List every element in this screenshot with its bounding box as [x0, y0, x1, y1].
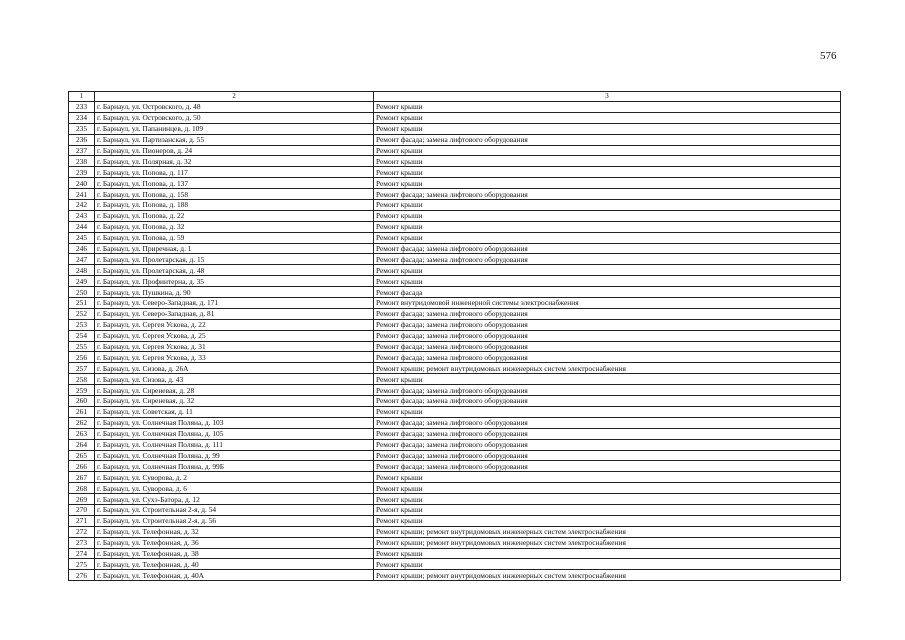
table-row [69, 221, 841, 232]
address-cell: г. Барнаул, ул. Попова, д. 22 [95, 210, 374, 221]
work-type-cell: Ремонт крыши; ремонт внутридомовых инженерных систем электроснабжения [374, 363, 841, 374]
work-type-cell: Ремонт крыши [374, 167, 841, 178]
row-number-cell: 262 [69, 417, 95, 428]
table-row [69, 134, 841, 145]
row-number-cell: 249 [69, 276, 95, 287]
work-type-cell: Ремонт фасада; замена лифтового оборудования [374, 319, 841, 330]
work-type-cell: Ремонт крыши [374, 504, 841, 515]
table-row [69, 243, 841, 254]
address-cell: г. Барнаул, ул. Пионеров, д. 24 [95, 145, 374, 156]
address-cell: г. Барнаул, ул. Партизанская, д. 55 [95, 134, 374, 145]
table-row [69, 265, 841, 276]
work-type-cell: Ремонт фасада; замена лифтового оборудования [374, 243, 841, 254]
table-row [69, 330, 841, 341]
address-cell: г. Барнаул, ул. Строительная 2-я, д. 54 [95, 504, 374, 515]
work-type-cell: Ремонт крыши [374, 515, 841, 526]
address-cell: г. Барнаул, ул. Попова, д. 59 [95, 232, 374, 243]
address-cell: г. Барнаул, ул. Попова, д. 117 [95, 167, 374, 178]
address-cell: г. Барнаул, ул. Солнечная Поляна, д. 105 [95, 428, 374, 439]
table-row [69, 417, 841, 428]
column-header-address: 2 [95, 92, 374, 102]
address-cell: г. Барнаул, ул. Островского, д. 48 [95, 102, 374, 113]
row-number-cell: 246 [69, 243, 95, 254]
work-type-cell: Ремонт фасада; замена лифтового оборудования [374, 439, 841, 450]
table-row [69, 298, 841, 309]
table-row [69, 232, 841, 243]
work-type-cell: Ремонт фасада; замена лифтового оборудования [374, 254, 841, 265]
table-row [69, 472, 841, 483]
row-number-cell: 235 [69, 123, 95, 134]
table-row [69, 570, 841, 581]
address-cell: г. Барнаул, ул. Сиреневая, д. 32 [95, 396, 374, 407]
address-cell: г. Барнаул, ул. Телефонная, д. 40 [95, 559, 374, 570]
work-type-cell: Ремонт крыши [374, 210, 841, 221]
work-type-cell: Ремонт крыши [374, 494, 841, 505]
row-number-cell: 267 [69, 472, 95, 483]
address-cell: г. Барнаул, ул. Пушкина, д. 90 [95, 287, 374, 298]
table-row [69, 308, 841, 319]
row-number-cell: 241 [69, 189, 95, 200]
table-row [69, 145, 841, 156]
row-number-cell: 237 [69, 145, 95, 156]
table-row [69, 559, 841, 570]
work-type-cell: Ремонт фасада; замена лифтового оборудования [374, 461, 841, 472]
table-row [69, 319, 841, 330]
work-type-cell: Ремонт фасада; замена лифтового оборудования [374, 417, 841, 428]
row-number-cell: 258 [69, 374, 95, 385]
row-number-cell: 242 [69, 200, 95, 211]
address-cell: г. Барнаул, ул. Сизова, д. 26А [95, 363, 374, 374]
work-type-cell: Ремонт фасада; замена лифтового оборудования [374, 428, 841, 439]
table-row [69, 374, 841, 385]
work-type-cell: Ремонт крыши [374, 112, 841, 123]
row-number-cell: 245 [69, 232, 95, 243]
address-cell: г. Барнаул, ул. Сергея Ускова, д. 25 [95, 330, 374, 341]
work-type-cell: Ремонт крыши [374, 374, 841, 385]
work-type-cell: Ремонт фасада; замена лифтового оборудования [374, 352, 841, 363]
row-number-cell: 254 [69, 330, 95, 341]
row-number-cell: 269 [69, 494, 95, 505]
work-type-cell: Ремонт крыши [374, 548, 841, 559]
row-number-cell: 274 [69, 548, 95, 559]
address-cell: г. Барнаул, ул. Солнечная Поляна, д. 103 [95, 417, 374, 428]
address-cell: г. Барнаул, ул. Телефонная, д. 38 [95, 548, 374, 559]
table-row [69, 287, 841, 298]
work-type-cell: Ремонт фасада; замена лифтового оборудования [374, 308, 841, 319]
table-row [69, 494, 841, 505]
row-number-cell: 253 [69, 319, 95, 330]
table-row [69, 167, 841, 178]
table-row [69, 254, 841, 265]
work-type-cell: Ремонт внутридомовой инженерной системы электроснабжения [374, 298, 841, 309]
work-type-cell: Ремонт крыши [374, 406, 841, 417]
address-cell: г. Барнаул, ул. Пролетарская, д. 48 [95, 265, 374, 276]
row-number-cell: 261 [69, 406, 95, 417]
work-type-cell: Ремонт крыши [374, 483, 841, 494]
table-row [69, 504, 841, 515]
column-header-work: 3 [374, 92, 841, 102]
work-type-cell: Ремонт фасада; замена лифтового оборудования [374, 450, 841, 461]
work-type-cell: Ремонт крыши [374, 178, 841, 189]
table-row [69, 189, 841, 200]
work-type-cell: Ремонт фасада [374, 287, 841, 298]
row-number-cell: 263 [69, 428, 95, 439]
table-body [69, 102, 841, 581]
address-cell: г. Барнаул, ул. Северо-Западная, д. 171 [95, 298, 374, 309]
address-cell: г. Барнаул, ул. Попова, д. 137 [95, 178, 374, 189]
table-row [69, 537, 841, 548]
row-number-cell: 260 [69, 396, 95, 407]
address-cell: г. Барнаул, ул. Суворова, д. 2 [95, 472, 374, 483]
work-type-cell: Ремонт крыши; ремонт внутридомовых инженерных систем электроснабжения [374, 537, 841, 548]
address-cell: г. Барнаул, ул. Суворова, д. 6 [95, 483, 374, 494]
work-type-cell: Ремонт крыши [374, 232, 841, 243]
address-cell: г. Барнаул, ул. Полярная, д. 32 [95, 156, 374, 167]
work-type-cell: Ремонт крыши [374, 559, 841, 570]
address-cell: г. Барнаул, ул. Телефонная, д. 36 [95, 537, 374, 548]
table-row [69, 406, 841, 417]
table-row [69, 526, 841, 537]
address-cell: г. Барнаул, ул. Строительная 2-я, д. 56 [95, 515, 374, 526]
row-number-cell: 239 [69, 167, 95, 178]
address-cell: г. Барнаул, ул. Телефонная, д. 40А [95, 570, 374, 581]
page-number: 576 [820, 50, 837, 62]
column-header-number: 1 [69, 92, 95, 102]
row-number-cell: 272 [69, 526, 95, 537]
row-number-cell: 248 [69, 265, 95, 276]
row-number-cell: 270 [69, 504, 95, 515]
table-row [69, 439, 841, 450]
row-number-cell: 264 [69, 439, 95, 450]
row-number-cell: 276 [69, 570, 95, 581]
table-row [69, 178, 841, 189]
table-row [69, 450, 841, 461]
row-number-cell: 244 [69, 221, 95, 232]
address-cell: г. Барнаул, ул. Солнечная Поляна, д. 111 [95, 439, 374, 450]
table-row [69, 428, 841, 439]
repair-registry-table [68, 91, 841, 581]
address-cell: г. Барнаул, ул. Попова, д. 158 [95, 189, 374, 200]
row-number-cell: 250 [69, 287, 95, 298]
address-cell: г. Барнаул, ул. Телефонная, д. 32 [95, 526, 374, 537]
table-row [69, 483, 841, 494]
address-cell: г. Барнаул, ул. Сухэ-Батора, д. 12 [95, 494, 374, 505]
row-number-cell: 240 [69, 178, 95, 189]
table-row [69, 200, 841, 211]
work-type-cell: Ремонт фасада; замена лифтового оборудования [374, 134, 841, 145]
table-row [69, 461, 841, 472]
table-row [69, 515, 841, 526]
table-header [69, 92, 841, 102]
work-type-cell: Ремонт крыши [374, 156, 841, 167]
work-type-cell: Ремонт крыши; ремонт внутридомовых инженерных систем электроснабжения [374, 526, 841, 537]
work-type-cell: Ремонт фасада; замена лифтового оборудования [374, 330, 841, 341]
row-number-cell: 252 [69, 308, 95, 319]
row-number-cell: 234 [69, 112, 95, 123]
work-type-cell: Ремонт фасада; замена лифтового оборудования [374, 396, 841, 407]
address-cell: г. Барнаул, ул. Сергея Ускова, д. 33 [95, 352, 374, 363]
row-number-cell: 266 [69, 461, 95, 472]
row-number-cell: 251 [69, 298, 95, 309]
address-cell: г. Барнаул, ул. Советская, д. 11 [95, 406, 374, 417]
work-type-cell: Ремонт крыши [374, 221, 841, 232]
work-type-cell: Ремонт крыши [374, 200, 841, 211]
table-row [69, 210, 841, 221]
address-cell: г. Барнаул, ул. Сиреневая, д. 28 [95, 385, 374, 396]
address-cell: г. Барнаул, ул. Приречная, д. 1 [95, 243, 374, 254]
address-cell: г. Барнаул, ул. Сергея Ускова, д. 31 [95, 341, 374, 352]
table-row [69, 363, 841, 374]
work-type-cell: Ремонт фасада; замена лифтового оборудования [374, 385, 841, 396]
row-number-cell: 257 [69, 363, 95, 374]
header-row [69, 92, 841, 102]
row-number-cell: 265 [69, 450, 95, 461]
address-cell: г. Барнаул, ул. Пролетарская, д. 15 [95, 254, 374, 265]
table-row [69, 396, 841, 407]
address-cell: г. Барнаул, ул. Сергея Ускова, д. 22 [95, 319, 374, 330]
address-cell: г. Барнаул, ул. Попова, д. 188 [95, 200, 374, 211]
row-number-cell: 271 [69, 515, 95, 526]
table-row [69, 352, 841, 363]
row-number-cell: 255 [69, 341, 95, 352]
work-type-cell: Ремонт крыши [374, 472, 841, 483]
address-cell: г. Барнаул, ул. Попова, д. 32 [95, 221, 374, 232]
work-type-cell: Ремонт крыши [374, 102, 841, 113]
row-number-cell: 238 [69, 156, 95, 167]
row-number-cell: 247 [69, 254, 95, 265]
address-cell: г. Барнаул, ул. Сизова, д. 43 [95, 374, 374, 385]
address-cell: г. Барнаул, ул. Северо-Западная, д. 81 [95, 308, 374, 319]
row-number-cell: 273 [69, 537, 95, 548]
address-cell: г. Барнаул, ул. Островского, д. 50 [95, 112, 374, 123]
work-type-cell: Ремонт крыши [374, 123, 841, 134]
table-row [69, 102, 841, 113]
table-row [69, 123, 841, 134]
work-type-cell: Ремонт крыши; ремонт внутридомовых инженерных систем электроснабжения [374, 570, 841, 581]
table-row [69, 385, 841, 396]
row-number-cell: 233 [69, 102, 95, 113]
work-type-cell: Ремонт крыши [374, 145, 841, 156]
address-cell: г. Барнаул, ул. Папанинцев, д. 109 [95, 123, 374, 134]
address-cell: г. Барнаул, ул. Солнечная Поляна, д. 99Б [95, 461, 374, 472]
row-number-cell: 243 [69, 210, 95, 221]
table-row [69, 548, 841, 559]
work-type-cell: Ремонт крыши [374, 265, 841, 276]
row-number-cell: 236 [69, 134, 95, 145]
work-type-cell: Ремонт крыши [374, 276, 841, 287]
address-cell: г. Барнаул, ул. Профинтерна, д. 35 [95, 276, 374, 287]
table-row [69, 156, 841, 167]
work-type-cell: Ремонт фасада; замена лифтового оборудования [374, 341, 841, 352]
row-number-cell: 268 [69, 483, 95, 494]
table-row [69, 276, 841, 287]
table-row [69, 341, 841, 352]
row-number-cell: 256 [69, 352, 95, 363]
table-row [69, 112, 841, 123]
address-cell: г. Барнаул, ул. Солнечная Поляна, д. 99 [95, 450, 374, 461]
row-number-cell: 259 [69, 385, 95, 396]
work-type-cell: Ремонт фасада; замена лифтового оборудования [374, 189, 841, 200]
row-number-cell: 275 [69, 559, 95, 570]
